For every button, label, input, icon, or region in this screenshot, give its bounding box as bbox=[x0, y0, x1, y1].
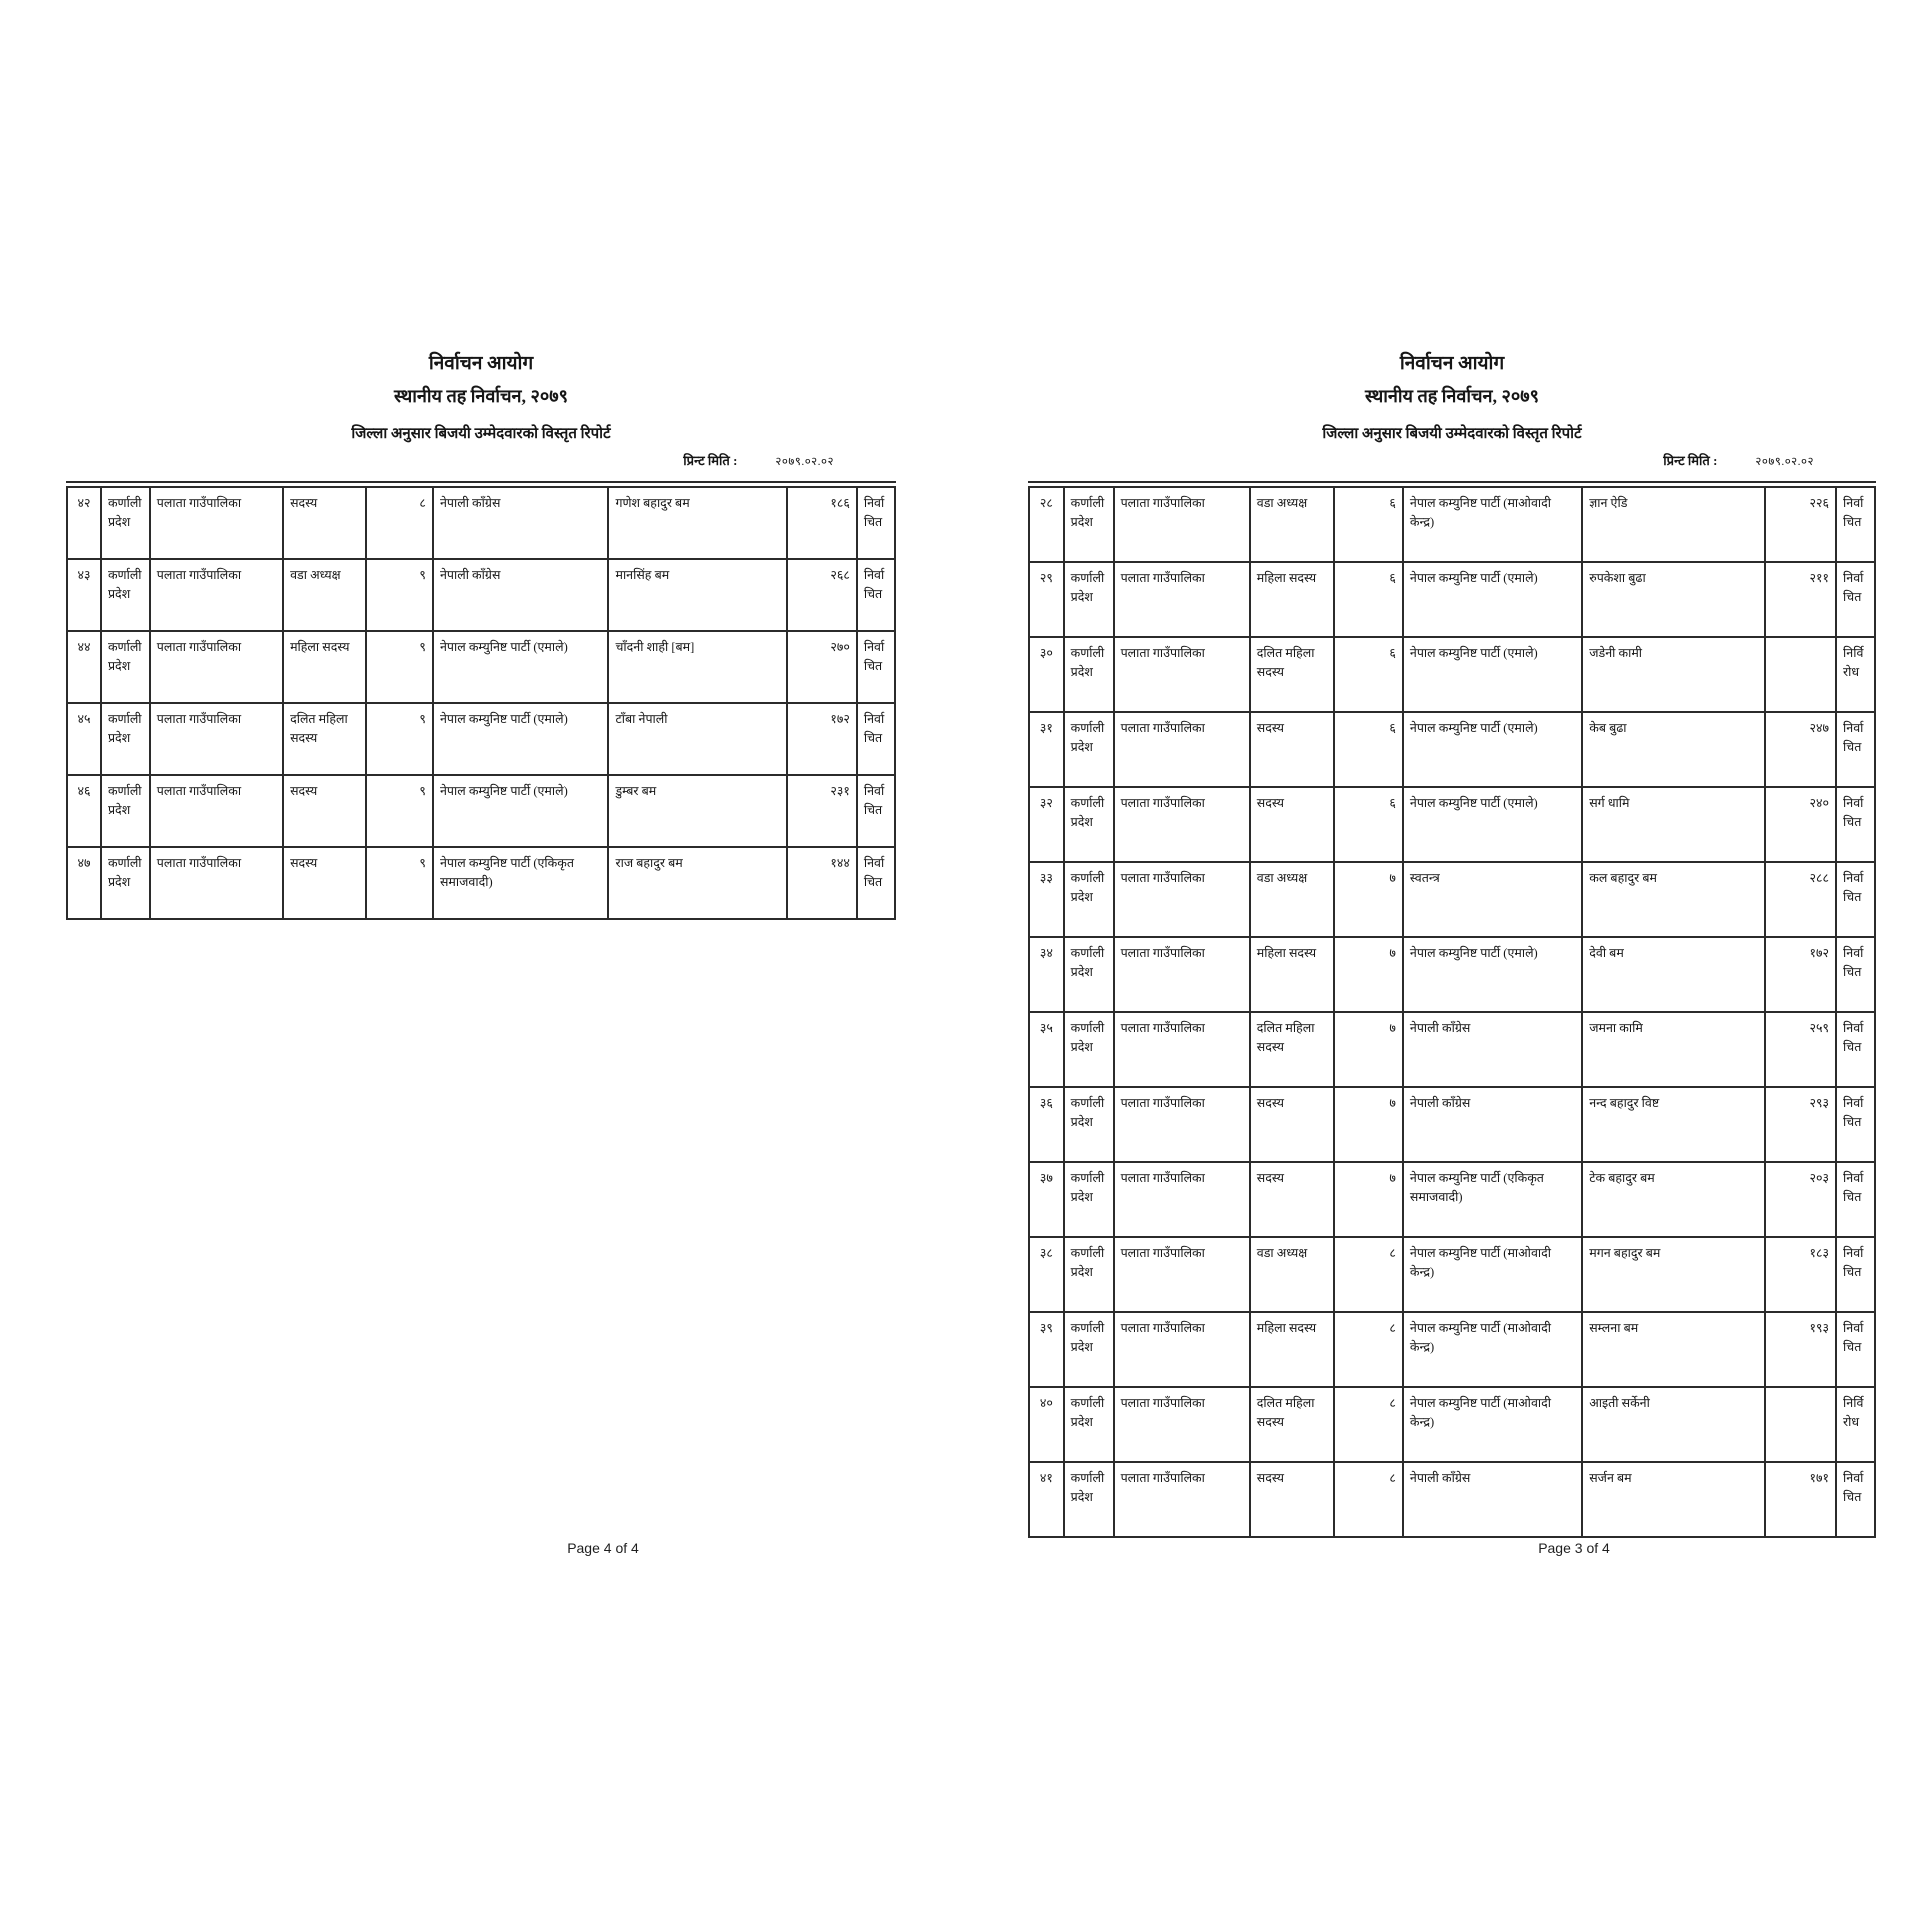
cell-party: नेपाल कम्युनिष्ट पार्टी (एमाले) bbox=[1403, 787, 1582, 862]
cell-candidate: सम्लना बम bbox=[1582, 1312, 1765, 1387]
cell-status: निर्वाचित bbox=[857, 775, 895, 847]
print-date-line bbox=[683, 451, 834, 469]
cell-ward: ८ bbox=[1334, 1462, 1403, 1537]
cell-status: निर्वाचित bbox=[1836, 1087, 1875, 1162]
cell-local_level: पलाता गाउँपालिका bbox=[1114, 937, 1250, 1012]
results-table-wrap bbox=[66, 481, 896, 920]
table-row bbox=[1029, 637, 1875, 712]
cell-status: निर्वाचित bbox=[1836, 787, 1875, 862]
results-table bbox=[1028, 486, 1876, 1538]
cell-candidate: नन्द बहादुर विष्ट bbox=[1582, 1087, 1765, 1162]
cell-votes: २९३ bbox=[1765, 1087, 1836, 1162]
cell-sn: ३३ bbox=[1029, 862, 1064, 937]
cell-candidate: मगन बहादुर बम bbox=[1582, 1237, 1765, 1312]
cell-ward: ८ bbox=[1334, 1312, 1403, 1387]
cell-position: वडा अध्यक्ष bbox=[1250, 862, 1335, 937]
cell-sn: ३७ bbox=[1029, 1162, 1064, 1237]
cell-position: सदस्य bbox=[283, 775, 366, 847]
cell-status: निर्विरोध bbox=[1836, 1387, 1875, 1462]
cell-party: नेपाल कम्युनिष्ट पार्टी (एमाले) bbox=[433, 703, 609, 775]
cell-ward: ६ bbox=[1334, 637, 1403, 712]
cell-sn: ३२ bbox=[1029, 787, 1064, 862]
cell-status: निर्वाचित bbox=[1836, 712, 1875, 787]
cell-province: कर्णाली प्रदेश bbox=[1064, 562, 1114, 637]
cell-status: निर्वाचित bbox=[1836, 1012, 1875, 1087]
cell-ward: ९ bbox=[366, 703, 433, 775]
table-row bbox=[1029, 487, 1875, 562]
cell-party: नेपाल कम्युनिष्ट पार्टी (माओवादी केन्द्र) bbox=[1403, 1387, 1582, 1462]
election-title: स्थानीय तह निर्वाचन, २०७९ bbox=[1365, 386, 1539, 406]
print-date-line bbox=[1663, 451, 1814, 469]
cell-party: नेपाल कम्युनिष्ट पार्टी (एमाले) bbox=[433, 631, 609, 703]
cell-votes: १७१ bbox=[1765, 1462, 1836, 1537]
cell-votes: २८८ bbox=[1765, 862, 1836, 937]
cell-local_level: पलाता गाउँपालिका bbox=[1114, 862, 1250, 937]
cell-position: सदस्य bbox=[283, 487, 366, 559]
cell-position: सदस्य bbox=[1250, 1162, 1335, 1237]
cell-status: निर्वाचित bbox=[1836, 1162, 1875, 1237]
org-title: निर्वाचन आयोग bbox=[428, 353, 534, 374]
cell-candidate: रुपकेशा बुढा bbox=[1582, 562, 1765, 637]
cell-position: सदस्य bbox=[1250, 1462, 1335, 1537]
cell-position: महिला सदस्य bbox=[1250, 562, 1335, 637]
cell-candidate: कल बहादुर बम bbox=[1582, 862, 1765, 937]
cell-party: स्वतन्त्र bbox=[1403, 862, 1582, 937]
cell-votes: १७२ bbox=[1765, 937, 1836, 1012]
cell-party: नेपाल कम्युनिष्ट पार्टी (एमाले) bbox=[1403, 712, 1582, 787]
cell-local_level: पलाता गाउँपालिका bbox=[150, 559, 283, 631]
cell-province: कर्णाली प्रदेश bbox=[1064, 787, 1114, 862]
cell-ward: ८ bbox=[1334, 1387, 1403, 1462]
cell-party: नेपाल कम्युनिष्ट पार्टी (माओवादी केन्द्र) bbox=[1403, 487, 1582, 562]
cell-ward: ६ bbox=[1334, 487, 1403, 562]
cell-ward: ६ bbox=[1334, 787, 1403, 862]
cell-candidate: गणेश बहादुर बम bbox=[608, 487, 787, 559]
cell-province: कर्णाली प्रदेश bbox=[1064, 1312, 1114, 1387]
cell-ward: ६ bbox=[1334, 712, 1403, 787]
cell-votes bbox=[1765, 1387, 1836, 1462]
table-row bbox=[1029, 562, 1875, 637]
election-title: स्थानीय तह निर्वाचन, २०७९ bbox=[394, 386, 568, 406]
cell-local_level: पलाता गाउँपालिका bbox=[150, 703, 283, 775]
cell-province: कर्णाली प्रदेश bbox=[101, 487, 150, 559]
cell-sn: ४६ bbox=[67, 775, 101, 847]
cell-province: कर्णाली प्रदेश bbox=[101, 703, 150, 775]
cell-province: कर्णाली प्रदेश bbox=[1064, 1237, 1114, 1312]
cell-votes: २२६ bbox=[1765, 487, 1836, 562]
cell-sn: ३४ bbox=[1029, 937, 1064, 1012]
cell-position: सदस्य bbox=[1250, 712, 1335, 787]
cell-province: कर्णाली प्रदेश bbox=[1064, 1387, 1114, 1462]
cell-position: सदस्य bbox=[1250, 787, 1335, 862]
cell-local_level: पलाता गाउँपालिका bbox=[150, 487, 283, 559]
cell-status: निर्वाचित bbox=[1836, 562, 1875, 637]
cell-ward: ७ bbox=[1334, 862, 1403, 937]
cell-candidate: देवी बम bbox=[1582, 937, 1765, 1012]
cell-party: नेपाली काँग्रेस bbox=[433, 487, 609, 559]
cell-sn: ३० bbox=[1029, 637, 1064, 712]
cell-votes: २११ bbox=[1765, 562, 1836, 637]
cell-position: वडा अध्यक्ष bbox=[1250, 1237, 1335, 1312]
cell-sn: ४० bbox=[1029, 1387, 1064, 1462]
cell-sn: ४४ bbox=[67, 631, 101, 703]
cell-ward: ७ bbox=[1334, 1087, 1403, 1162]
cell-candidate: टेक बहादुर बम bbox=[1582, 1162, 1765, 1237]
cell-votes: १८६ bbox=[787, 487, 857, 559]
cell-party: नेपाली काँग्रेस bbox=[1403, 1462, 1582, 1537]
cell-position: महिला सदस्य bbox=[1250, 1312, 1335, 1387]
cell-candidate: ज्ञान ऐडि bbox=[1582, 487, 1765, 562]
table-row bbox=[67, 847, 895, 919]
cell-candidate: डुम्बर बम bbox=[608, 775, 787, 847]
report-subtitle: जिल्ला अनुसार बिजयी उम्मेदवारको विस्तृत रिपोर्ट bbox=[351, 426, 611, 442]
cell-status: निर्वाचित bbox=[857, 631, 895, 703]
cell-sn: २८ bbox=[1029, 487, 1064, 562]
cell-local_level: पलाता गाउँपालिका bbox=[150, 847, 283, 919]
cell-votes: १७२ bbox=[787, 703, 857, 775]
org-title: निर्वाचन आयोग bbox=[1399, 353, 1505, 374]
cell-local_level: पलाता गाउँपालिका bbox=[1114, 1462, 1250, 1537]
cell-province: कर्णाली प्रदेश bbox=[101, 559, 150, 631]
cell-ward: ८ bbox=[1334, 1237, 1403, 1312]
cell-status: निर्वाचित bbox=[857, 847, 895, 919]
cell-province: कर्णाली प्रदेश bbox=[1064, 1012, 1114, 1087]
cell-party: नेपाली काँग्रेस bbox=[1403, 1012, 1582, 1087]
cell-local_level: पलाता गाउँपालिका bbox=[1114, 487, 1250, 562]
cell-sn: ४७ bbox=[67, 847, 101, 919]
cell-sn: ३१ bbox=[1029, 712, 1064, 787]
page-footer: Page 4 of 4 bbox=[567, 1540, 639, 1556]
cell-position: महिला सदस्य bbox=[283, 631, 366, 703]
cell-party: नेपाल कम्युनिष्ट पार्टी (माओवादी केन्द्र) bbox=[1403, 1237, 1582, 1312]
cell-sn: २९ bbox=[1029, 562, 1064, 637]
table-row bbox=[67, 487, 895, 559]
results-table bbox=[66, 486, 896, 920]
cell-ward: ९ bbox=[366, 631, 433, 703]
table-row bbox=[1029, 712, 1875, 787]
cell-sn: ४२ bbox=[67, 487, 101, 559]
cell-local_level: पलाता गाउँपालिका bbox=[150, 775, 283, 847]
cell-status: निर्वाचित bbox=[857, 559, 895, 631]
cell-candidate: सर्जन बम bbox=[1582, 1462, 1765, 1537]
cell-status: निर्वाचित bbox=[1836, 1462, 1875, 1537]
cell-status: निर्वाचित bbox=[1836, 1312, 1875, 1387]
cell-party: नेपाली काँग्रेस bbox=[1403, 1087, 1582, 1162]
cell-votes: १४४ bbox=[787, 847, 857, 919]
table-row bbox=[1029, 862, 1875, 937]
cell-local_level: पलाता गाउँपालिका bbox=[1114, 1237, 1250, 1312]
cell-votes: २४० bbox=[1765, 787, 1836, 862]
cell-candidate: राज बहादुर बम bbox=[608, 847, 787, 919]
cell-local_level: पलाता गाउँपालिका bbox=[1114, 1087, 1250, 1162]
cell-sn: ४१ bbox=[1029, 1462, 1064, 1537]
cell-status: निर्वाचित bbox=[1836, 937, 1875, 1012]
print-date-label: प्रिन्ट मिति : bbox=[1663, 453, 1718, 468]
cell-position: दलित महिला सदस्य bbox=[1250, 1387, 1335, 1462]
cell-position: दलित महिला सदस्य bbox=[283, 703, 366, 775]
table-row bbox=[1029, 937, 1875, 1012]
table-row bbox=[1029, 1462, 1875, 1537]
cell-local_level: पलाता गाउँपालिका bbox=[1114, 637, 1250, 712]
cell-ward: ६ bbox=[1334, 562, 1403, 637]
cell-position: दलित महिला सदस्य bbox=[1250, 637, 1335, 712]
cell-local_level: पलाता गाउँपालिका bbox=[150, 631, 283, 703]
cell-party: नेपाल कम्युनिष्ट पार्टी (एकिकृत समाजवादी) bbox=[1403, 1162, 1582, 1237]
report-subtitle: जिल्ला अनुसार बिजयी उम्मेदवारको विस्तृत रिपोर्ट bbox=[1322, 426, 1582, 442]
cell-ward: ८ bbox=[366, 487, 433, 559]
cell-status: निर्वाचित bbox=[857, 703, 895, 775]
cell-position: सदस्य bbox=[283, 847, 366, 919]
cell-sn: ४३ bbox=[67, 559, 101, 631]
table-row bbox=[1029, 1162, 1875, 1237]
cell-party: नेपाल कम्युनिष्ट पार्टी (एमाले) bbox=[1403, 937, 1582, 1012]
cell-local_level: पलाता गाउँपालिका bbox=[1114, 1162, 1250, 1237]
results-tbody bbox=[67, 487, 895, 919]
cell-votes: १८३ bbox=[1765, 1237, 1836, 1312]
cell-ward: ९ bbox=[366, 847, 433, 919]
cell-local_level: पलाता गाउँपालिका bbox=[1114, 1012, 1250, 1087]
cell-local_level: पलाता गाउँपालिका bbox=[1114, 562, 1250, 637]
cell-votes: २४७ bbox=[1765, 712, 1836, 787]
cell-province: कर्णाली प्रदेश bbox=[1064, 1087, 1114, 1162]
cell-sn: ३६ bbox=[1029, 1087, 1064, 1162]
cell-sn: ३५ bbox=[1029, 1012, 1064, 1087]
cell-position: वडा अध्यक्ष bbox=[283, 559, 366, 631]
cell-candidate: चाँदनी शाही [बम] bbox=[608, 631, 787, 703]
cell-ward: ७ bbox=[1334, 937, 1403, 1012]
cell-party: नेपाल कम्युनिष्ट पार्टी (एमाले) bbox=[1403, 637, 1582, 712]
cell-province: कर्णाली प्रदेश bbox=[1064, 862, 1114, 937]
table-row bbox=[1029, 1312, 1875, 1387]
cell-province: कर्णाली प्रदेश bbox=[101, 775, 150, 847]
cell-status: निर्वाचित bbox=[857, 487, 895, 559]
table-row bbox=[67, 559, 895, 631]
cell-ward: ७ bbox=[1334, 1012, 1403, 1087]
cell-party: नेपाल कम्युनिष्ट पार्टी (एमाले) bbox=[433, 775, 609, 847]
cell-ward: ९ bbox=[366, 775, 433, 847]
cell-province: कर्णाली प्रदेश bbox=[1064, 1162, 1114, 1237]
cell-votes: २७० bbox=[787, 631, 857, 703]
cell-position: वडा अध्यक्ष bbox=[1250, 487, 1335, 562]
table-row bbox=[67, 703, 895, 775]
cell-status: निर्वाचित bbox=[1836, 1237, 1875, 1312]
results-table-wrap bbox=[1028, 481, 1876, 1538]
results-tbody bbox=[1029, 487, 1875, 1537]
cell-local_level: पलाता गाउँपालिका bbox=[1114, 712, 1250, 787]
cell-province: कर्णाली प्रदेश bbox=[1064, 1462, 1114, 1537]
cell-party: नेपाल कम्युनिष्ट पार्टी (एमाले) bbox=[1403, 562, 1582, 637]
cell-sn: ३९ bbox=[1029, 1312, 1064, 1387]
cell-ward: ७ bbox=[1334, 1162, 1403, 1237]
cell-ward: ९ bbox=[366, 559, 433, 631]
table-row bbox=[67, 775, 895, 847]
cell-position: महिला सदस्य bbox=[1250, 937, 1335, 1012]
page-3 bbox=[1028, 0, 1876, 1920]
table-row bbox=[67, 631, 895, 703]
cell-status: निर्वाचित bbox=[1836, 862, 1875, 937]
table-row bbox=[1029, 1387, 1875, 1462]
table-row bbox=[1029, 1012, 1875, 1087]
cell-local_level: पलाता गाउँपालिका bbox=[1114, 1312, 1250, 1387]
cell-province: कर्णाली प्रदेश bbox=[1064, 712, 1114, 787]
cell-sn: ४५ bbox=[67, 703, 101, 775]
cell-candidate: मानसिंह बम bbox=[608, 559, 787, 631]
cell-province: कर्णाली प्रदेश bbox=[1064, 637, 1114, 712]
cell-votes: २०३ bbox=[1765, 1162, 1836, 1237]
cell-candidate: आइती सर्केनी bbox=[1582, 1387, 1765, 1462]
cell-votes: २६८ bbox=[787, 559, 857, 631]
cell-candidate: जमना कामि bbox=[1582, 1012, 1765, 1087]
cell-votes bbox=[1765, 637, 1836, 712]
cell-position: सदस्य bbox=[1250, 1087, 1335, 1162]
cell-local_level: पलाता गाउँपालिका bbox=[1114, 1387, 1250, 1462]
cell-province: कर्णाली प्रदेश bbox=[1064, 937, 1114, 1012]
cell-votes: १९३ bbox=[1765, 1312, 1836, 1387]
cell-party: नेपाली काँग्रेस bbox=[433, 559, 609, 631]
cell-sn: ३८ bbox=[1029, 1237, 1064, 1312]
cell-province: कर्णाली प्रदेश bbox=[101, 631, 150, 703]
cell-party: नेपाल कम्युनिष्ट पार्टी (एकिकृत समाजवादी) bbox=[433, 847, 609, 919]
table-row bbox=[1029, 787, 1875, 862]
table-row bbox=[1029, 1237, 1875, 1312]
cell-votes: २३१ bbox=[787, 775, 857, 847]
print-date-value: २०७९.०२.०२ bbox=[775, 456, 834, 468]
cell-party: नेपाल कम्युनिष्ट पार्टी (माओवादी केन्द्र) bbox=[1403, 1312, 1582, 1387]
cell-votes: २५९ bbox=[1765, 1012, 1836, 1087]
cell-status: निर्विरोध bbox=[1836, 637, 1875, 712]
page-footer: Page 3 of 4 bbox=[1538, 1540, 1610, 1556]
page-4 bbox=[66, 0, 896, 1920]
cell-candidate: टाँबा नेपाली bbox=[608, 703, 787, 775]
cell-local_level: पलाता गाउँपालिका bbox=[1114, 787, 1250, 862]
cell-candidate: सर्ग धामि bbox=[1582, 787, 1765, 862]
print-date-value: २०७९.०२.०२ bbox=[1755, 456, 1814, 468]
cell-province: कर्णाली प्रदेश bbox=[101, 847, 150, 919]
cell-status: निर्वाचित bbox=[1836, 487, 1875, 562]
print-date-label: प्रिन्ट मिति : bbox=[683, 453, 738, 468]
cell-position: दलित महिला सदस्य bbox=[1250, 1012, 1335, 1087]
cell-province: कर्णाली प्रदेश bbox=[1064, 487, 1114, 562]
table-row bbox=[1029, 1087, 1875, 1162]
cell-candidate: जडेनी कामी bbox=[1582, 637, 1765, 712]
cell-candidate: केब बुढा bbox=[1582, 712, 1765, 787]
